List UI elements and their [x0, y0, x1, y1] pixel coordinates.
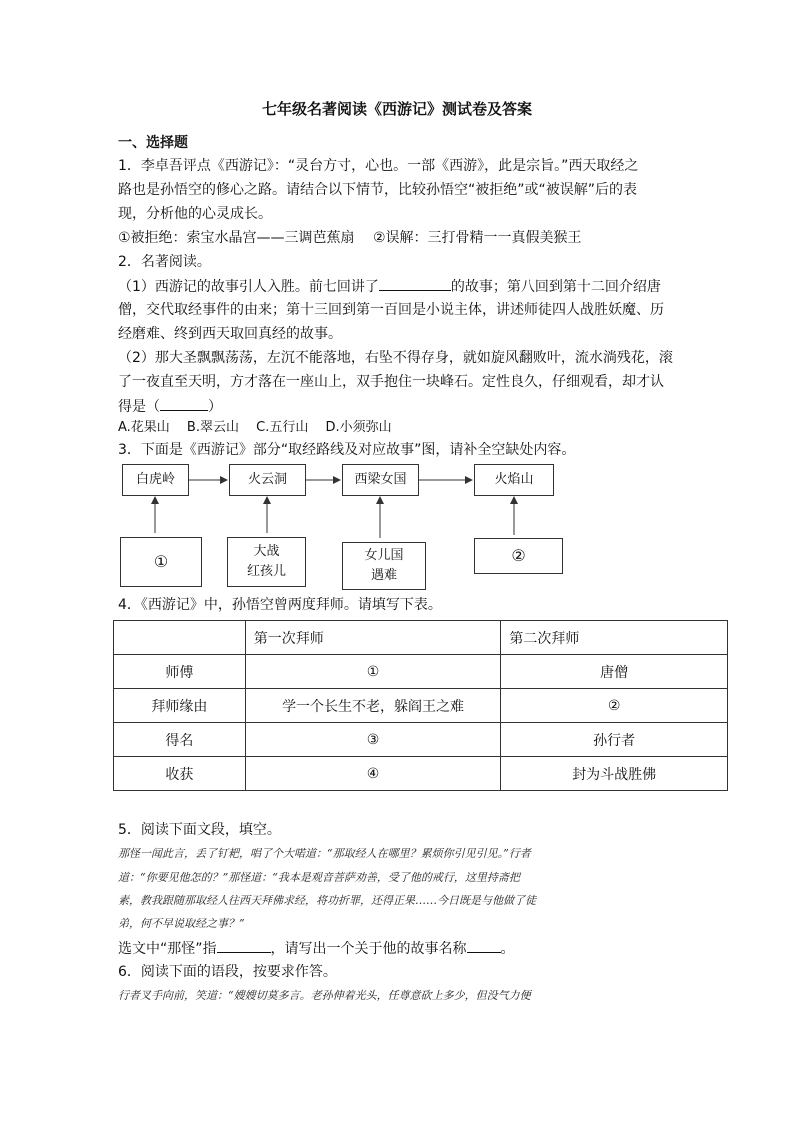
- table-cell: 封为斗战胜佛: [501, 757, 728, 791]
- table-cell[interactable]: ④: [245, 757, 501, 791]
- table-header-cell: [114, 621, 246, 655]
- q5-passage-line-2: 道：“你要见他怎的？”那怪道：“我本是观音菩萨劝善，受了他的戒行，这里持斋把: [118, 871, 520, 884]
- q1-line-1: 1．李卓吾评点《西游记》：“灵台方寸，心也。一部《西游》，此是宗旨。”西天取经之: [118, 158, 639, 174]
- q1-line-3: 现，分析他的心灵成长。: [118, 206, 272, 222]
- table-cell: 得名: [114, 723, 246, 757]
- q2-p2-line-2: 了一夜直至天明，方才落在一座山上，双手抱住一块峰石。定性良久，仔细观看，却才认: [118, 374, 664, 390]
- table-cell[interactable]: ③: [245, 723, 501, 757]
- table-cell: 孙行者: [501, 723, 728, 757]
- q5-blank-1[interactable]: [217, 938, 271, 953]
- q6-passage-line-1: 行者叉手向前，笑道：“嫂嫂切莫多言。老孙伸着光头，任尊意砍上多少，但没气力便: [118, 989, 531, 1002]
- q5-fill-text-a: 选文中“那怪”指: [118, 941, 217, 957]
- q5-fill-text-c: 。: [500, 941, 515, 957]
- q2-p1-line-3: 经磨难、终到西天取回真经的故事。: [118, 326, 342, 342]
- q2-p2-text-a: 得是（: [118, 399, 160, 415]
- table-row: [114, 723, 728, 757]
- place-box-4: 火焰山: [474, 464, 554, 496]
- q5-passage-line-4: 弟，何不早说取经之事？”: [118, 917, 245, 930]
- q5-fill-line: [118, 938, 515, 959]
- table-cell[interactable]: ②: [501, 689, 728, 723]
- q5-passage-line-1: 那怪一闻此言，丢了钉耙，唱了个大喏道：“那取经人在哪里？累烦你引见引见。”行者: [118, 847, 531, 860]
- q3-heading: 3．下面是《西游记》部分“取经路线及对应故事”图，请补全空缺处内容。: [118, 442, 576, 458]
- place-box-1: 白虎岭: [122, 464, 189, 496]
- q2-heading: 2．名著阅读。: [118, 254, 211, 270]
- q5-passage-line-3: 素，教我跟随那取经人往西天拜佛求经，将功折罪，还得正果……今日既是与他做了徒: [118, 894, 536, 907]
- table-row: [114, 655, 728, 689]
- q2-options: A.花果山 B.翠云山 C.五行山 D.小须弥山: [118, 420, 392, 435]
- apprentice-table: [113, 620, 728, 791]
- q1-line-2: 路也是孙悟空的修心之路。请结合以下情节，比较孙悟空“被拒绝”或“被误解”后的表: [118, 182, 638, 198]
- table-cell: 学一个长生不老，躲阎王之难: [245, 689, 501, 723]
- story-box-3: 女儿国 遇难: [342, 542, 426, 590]
- q6-heading: 6．阅读下面的语段，按要求作答。: [118, 964, 337, 980]
- table-cell[interactable]: ①: [245, 655, 501, 689]
- place-box-3: 西梁女国: [342, 464, 419, 496]
- table-cell: 师傅: [114, 655, 246, 689]
- table-header-cell: 第一次拜师: [245, 621, 501, 655]
- story-box-1[interactable]: ①: [120, 537, 202, 587]
- place-box-2: 火云洞: [229, 464, 306, 496]
- q4-heading: 4．《西游记》中，孙悟空曾两度拜师。请填写下表。: [118, 597, 442, 613]
- section-heading: 一、选择题: [118, 135, 188, 151]
- q2-p1-line-2: 僧，交代取经事件的由来；第十三回到第一百回是小说主体，讲述师徒四人战胜妖魔、历: [118, 302, 664, 318]
- table-cell: 唐僧: [501, 655, 728, 689]
- story-box-2: 大战 红孩儿: [227, 537, 306, 587]
- table-row: [114, 757, 728, 791]
- q5-heading: 5．阅读下面文段，填空。: [118, 822, 281, 838]
- table-cell: 拜师缘由: [114, 689, 246, 723]
- q5-fill-text-b: ，请写出一个关于他的故事名称: [270, 941, 467, 957]
- table-row: [114, 689, 728, 723]
- table-header-row: [114, 621, 728, 655]
- page-title: 七年级名著阅读《西游记》测试卷及答案: [261, 100, 532, 118]
- table-cell: 收获: [114, 757, 246, 791]
- q2-p2-text-b: ）: [208, 399, 222, 415]
- q2-p1-text-b: 的故事；第八回到第十二回介绍唐: [450, 279, 661, 295]
- table-header-cell: 第二次拜师: [501, 621, 728, 655]
- q1-line-4: ①被拒绝：索宝水晶宫——三调芭蕉扇 ②误解：三打骨精一一真假美猴王: [118, 230, 582, 246]
- q2-p1-text-a: （1）西游记的故事引人入胜。前七回讲了: [118, 279, 379, 295]
- story-box-4[interactable]: ②: [474, 538, 563, 574]
- q5-blank-2[interactable]: [467, 938, 501, 953]
- q2-p2-line-1: （2）那大圣飘飘荡荡，左沉不能落地，右坠不得存身，就如旋风翻败叶，流水淌残花，滚: [118, 350, 673, 366]
